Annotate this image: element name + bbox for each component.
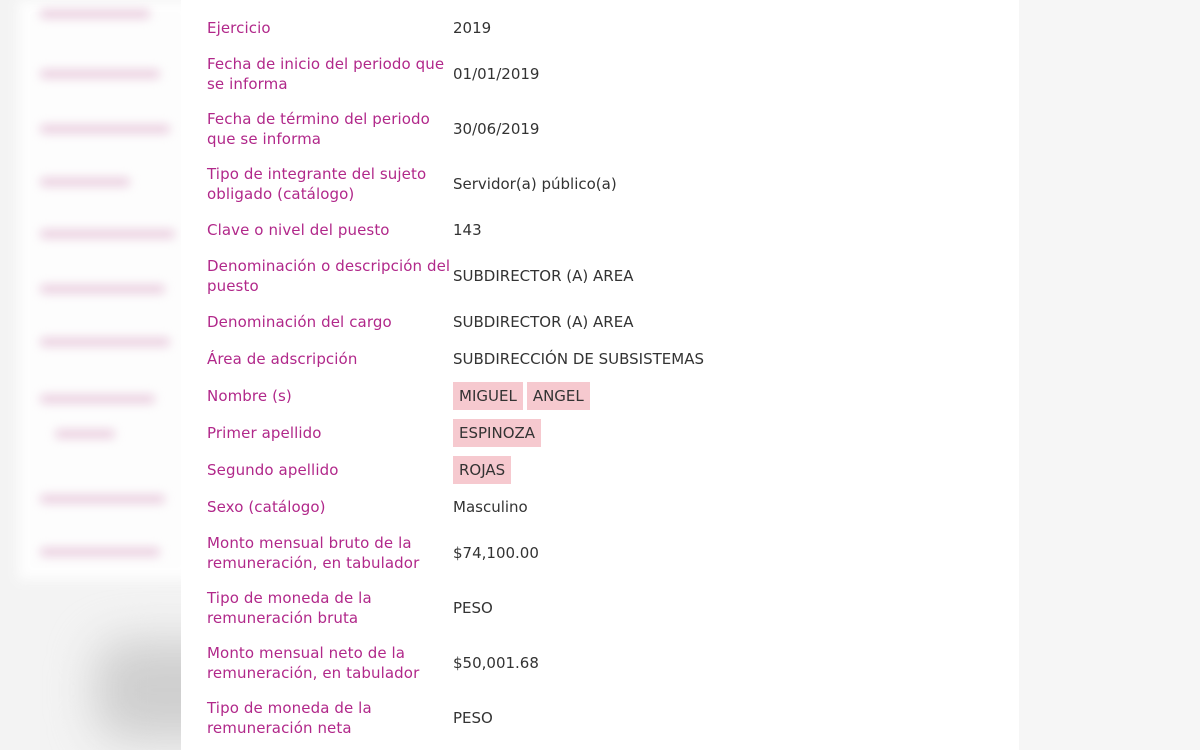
background-line	[40, 178, 130, 186]
field-label: Fecha de término del periodo que se informa	[207, 110, 430, 148]
field-row-nombre	[207, 382, 1007, 410]
highlighted-name-part: ROJAS	[453, 456, 511, 484]
field-label: Área de adscripción	[207, 350, 358, 368]
field-row-moneda-bruta	[207, 588, 1007, 628]
field-label: Nombre (s)	[207, 387, 292, 405]
field-row-segundo-apellido	[207, 456, 1007, 484]
background-line	[40, 338, 170, 346]
field-label: Primer apellido	[207, 424, 322, 442]
field-row-sexo	[207, 497, 1007, 517]
field-value: PESO	[453, 709, 493, 727]
field-value: 01/01/2019	[453, 65, 540, 83]
field-label: Clave o nivel del puesto	[207, 221, 390, 239]
background-line	[40, 285, 165, 293]
field-value: SUBDIRECCIÓN DE SUBSISTEMAS	[453, 350, 704, 368]
field-value: SUBDIRECTOR (A) AREA	[453, 313, 634, 331]
field-row-tipo-integrante	[207, 164, 1007, 204]
field-label: Tipo de integrante del sujeto obligado (catálogo)	[207, 165, 427, 203]
field-label: Monto mensual neto de la remuneración, en tabulador	[207, 644, 420, 682]
field-label: Denominación del cargo	[207, 313, 392, 331]
field-value: Servidor(a) público(a)	[453, 175, 617, 193]
field-label: Tipo de moneda de la remuneración bruta	[207, 589, 372, 627]
background-line	[40, 10, 150, 18]
field-label: Monto mensual bruto de la remuneración, en tabulador	[207, 534, 420, 572]
highlighted-name-part: MIGUEL	[453, 382, 523, 410]
background-line	[40, 70, 160, 78]
field-row-ejercicio	[207, 18, 1007, 38]
field-value: SUBDIRECTOR (A) AREA	[453, 267, 634, 285]
field-label: Tipo de moneda de la remuneración neta	[207, 699, 372, 737]
field-label: Denominación o descripción del puesto	[207, 257, 451, 295]
field-row-denominacion-cargo	[207, 312, 1007, 332]
background-line	[40, 230, 175, 238]
field-value: $50,001.68	[453, 654, 539, 672]
field-value: 30/06/2019	[453, 120, 540, 138]
field-row-monto-bruto	[207, 533, 1007, 573]
field-row-denominacion-puesto	[207, 256, 1007, 296]
field-value: 2019	[453, 19, 492, 37]
background-right	[1019, 0, 1200, 750]
field-label: Segundo apellido	[207, 461, 339, 479]
field-row-area-adscripcion	[207, 349, 1007, 369]
field-label: Ejercicio	[207, 19, 271, 37]
field-value: $74,100.00	[453, 544, 539, 562]
field-row-primer-apellido	[207, 419, 1007, 447]
field-value: Masculino	[453, 498, 528, 516]
background-line	[55, 430, 115, 438]
field-row-clave-puesto	[207, 220, 1007, 240]
field-value: PESO	[453, 599, 493, 617]
background-line	[40, 395, 155, 403]
background-line	[40, 548, 160, 556]
highlighted-name-part: ANGEL	[527, 382, 590, 410]
record-detail-panel	[181, 0, 1019, 750]
background-line	[40, 495, 165, 503]
field-row-fecha-inicio	[207, 54, 1007, 94]
field-value: 143	[453, 221, 482, 239]
field-label: Fecha de inicio del periodo que se informa	[207, 55, 445, 93]
field-label: Sexo (catálogo)	[207, 498, 326, 516]
background-line	[40, 125, 170, 133]
field-row-moneda-neta	[207, 698, 1007, 738]
field-row-monto-neto	[207, 643, 1007, 683]
field-row-fecha-termino	[207, 109, 1007, 149]
highlighted-name-part: ESPINOZA	[453, 419, 541, 447]
